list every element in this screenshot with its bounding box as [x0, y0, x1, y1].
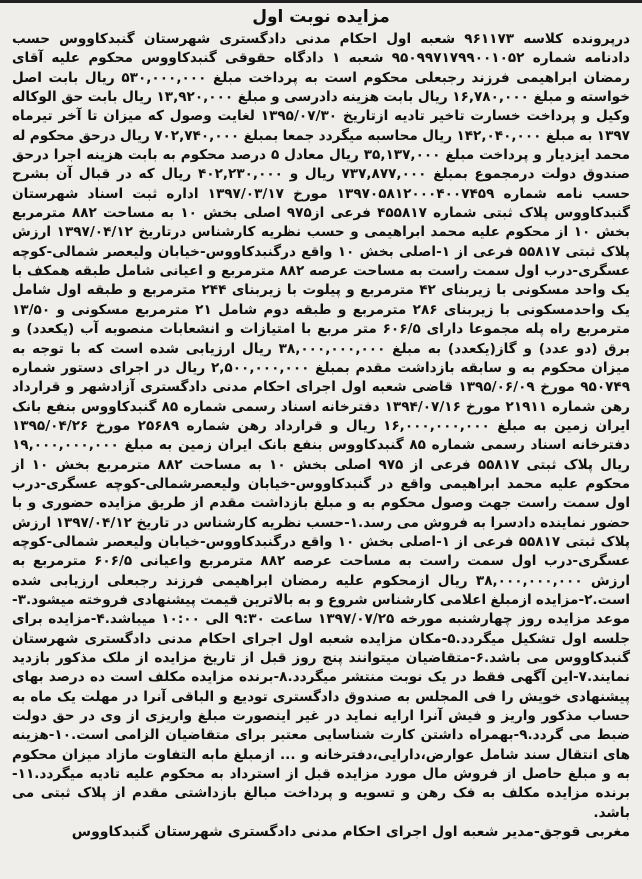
notice-body-paragraph: درپرونده کلاسه ۹۶۱۱۷۳ شعبه اول احکام مدنی دادگستری شهرستان گنبدکاووس حسب دادنامه شماره ۹۵۰۹۹۷۱۷۹۹۰۰۱۰۵۲ شعبه ۱ دادگاه حقوقی گنبدکاووس محکوم علیه آقای رمضان ابراهیمی فرزند رجبعلی محکوم است به پرداخت مبلغ ۵۳۰,۰۰۰,۰۰۰ ریال بابت اصل خواسته و مبلغ ۱۶,۷۸۰,۰۰۰ ریال بابت هزینه دادرسی و مبلغ ۱۳,۹۲۰,۰۰۰ ریال بابت حق الوکاله وکیل و پرداخت خسارت تاخیر تادیه ازتاریخ ۱۳۹۵/۰۷/۳۰ لغایت وصول که میزان تا آخر تیرماه ۱۳۹۷ به مبلغ ۱۴۲,۰۴۰,۰۰۰ ریال محاسبه میگردد جمعا بمبلغ ۷۰۲,۷۴۰,۰۰۰ ریال درحق محکوم له محمد ایزدیار و پرداخت مبلغ ۳۵,۱۳۷,۰۰۰ ریال معادل ۵ درصد محکوم به بابت هزینه اجرا درحق صندوق دولت درمجموع بمبلغ ۷۳۷,۸۷۷,۰۰۰ ریال و ۴۰۲,۲۳۰,۰۰۰ ریال که در قبال آن بشرح حسب نامه شماره ۱۳۹۷۰۵۸۱۲۰۰۰۴۰۰۷۴۵۹ مورخ ۱۳۹۷/۰۳/۱۷ اداره ثبت اسناد شهرستان گنبدکاووس پلاک ثبتی شماره ۴۵۵۸۱۷ فرعی از۹۷۵ اصلی بخش ۱۰ به مساحت ۸۸۲ مترمربع بخش ۱۰ از محکوم علیه محمد ابراهیمی و حسب نظریه کارشناس درتاریخ ۱۳۹۷/۰۴/۱۲ ارزش پلاک ثبتی ۵۵۸۱۷ فرعی از ۱-اصلی بخش ۱۰ واقع درگنبدکاووس-خیابان ولیعصر شمالی-کوچه عسگری-درب اول سمت راست به مساحت عرصه ۸۸۲ مترمربع و اعیانی شامل طبقه همکف با یک واحد مسکونی با زیربنای ۴۲ مترمربع و پیلوت با زیربنای ۲۴۴ مترمربع و طبقه اول شامل یک واحدمسکونی با زیربنای ۲۸۶ مترمربع و طبقه دوم شامل ۲۱ مترمربع مسکونی و ۱۳/۵۰ مترمربع راه پله مجموعا دارای ۶۰۶/۵ متر مربع با امتیازات و انشعابات منصوبه آب (یکعدد) و برق (دو عدد) و گاز(یکعدد) به مبلغ ۳۸,۰۰۰,۰۰۰,۰۰۰ ریال ارزیابی شده است که با توجه به میزان محکوم به و سابقه بازداشت مقدم بمبلغ ۲,۵۰۰,۰۰۰,۰۰۰ ریال در اجرای دستور شماره ۹۵۰۷۴۹ مورخ ۱۳۹۵/۰۶/۰۹ قاضی شعبه اول اجرای احکام مدنی دادگستری آزادشهر و قرارداد رهن شماره ۲۱۹۱۱ مورخ ۱۳۹۴/۰۷/۱۶ دفترخانه اسناد رسمی شماره ۸۵ گنبدکاووس بنفع بانک ایران زمین به مبلغ ۱۶,۰۰۰,۰۰۰,۰۰۰ ریال و قرارداد رهن شماره ۲۵۶۸۹ مورخ ۱۳۹۵/۰۴/۲۶ دفترخانه اسناد رسمی شماره ۸۵ گنبدکاووس بنفع بانک ایران زمین به مبلغ ۱۹,۰۰۰,۰۰۰,۰۰۰ ریال پلاک ثبتی ۵۵۸۱۷ فرعی از ۹۷۵ اصلی بخش ۱۰ به مساحت ۸۸۲ مترمربع بخش ۱۰ از محکوم علیه محمد ابراهیمی واقع در گنبدکاووس-خیابان ولیعصرشمالی-کوچه عسگری-درب اول سمت راست جهت وصول محکوم به و مبلغ بازداشت مقدم از طریق مزایده حضوری و با حضور نماینده دادسرا به فروش می رسد.۱-حسب نظریه کارشناس در تاریخ ۱۳۹۷/۰۴/۱۲ ارزش پلاک ثبتی ۵۵۸۱۷ فرعی از ۱-اصلی بخش ۱۰ واقع درگنبدکاووس-خیابان ولیعصر شمالی-کوچه عسگری-درب اول سمت راست به مساحت عرصه ۸۸۲ مترمربع واعیانی ۶۰۶/۵ مترمربع به ارزش ۳۸,۰۰۰,۰۰۰,۰۰۰ ریال ازمحکوم علیه رمضان ابراهیمی فرزند رجبعلی ارزیابی شده است.۲-مزایده ازمبلغ اعلامی کارشناس شروع و به بالاترین قیمت پیشنهادی فروخته میشود.۳-موعد مزایده روز چهارشنبه مورخه ۱۳۹۷/۰۷/۲۵ ساعت ۹:۳۰ الی ۱۰:۰۰ میباشد.۴-مزایده برای جلسه اول تشکیل میگردد.۵-مکان مزایده شعبه اول اجرای احکام مدنی دادگستری شهرستان گنبدکاووس می باشد.۶-متقاضیان میتوانند پنج روز قبل از تاریخ مزایده از ملک مذکور بازدید نمایند.۷-این آگهی فقط در یک نوبت منتشر میگردد.۸-برنده مزایده مکلف است ده درصد بهای پیشنهادی خویش را فی المجلس به صندوق دادگستری تودیع و الباقی آنرا در مهلت یک ماه به حساب مذکور واریز و فیش آنرا ارایه نماید در غیر اینصورت مبلغ واریزی از وی در حق دولت ضبط می گردد.۹-بهمراه داشتن کارت شناسایی معتبر برای متقاضیان الزامی است.۱۰-هزینه های انتقال سند شامل عوارض،دارایی،دفترخانه و ... ازمبلغ مابه التفاوت مازاد میزان محکوم به و مبلغ حاصل از فروش مال مورد مزایده قبل از استرداد به محکوم علیه تادیه میگردد.۱۱-برنده مزایده مکلف به فک رهن و تسویه و پرداخت مبالغ بازداشتی مقدم از پلاک ثبتی می باشد.	[12, 31, 631, 821]
notice-body	[12, 30, 630, 823]
notice-signature: مغربی قوجق-مدیر شعبه اول اجرای احکام مدنی دادگستری شهرستان گنبدکاووس	[71, 824, 630, 841]
notice-title: مزایده نوبت اول	[252, 7, 390, 27]
